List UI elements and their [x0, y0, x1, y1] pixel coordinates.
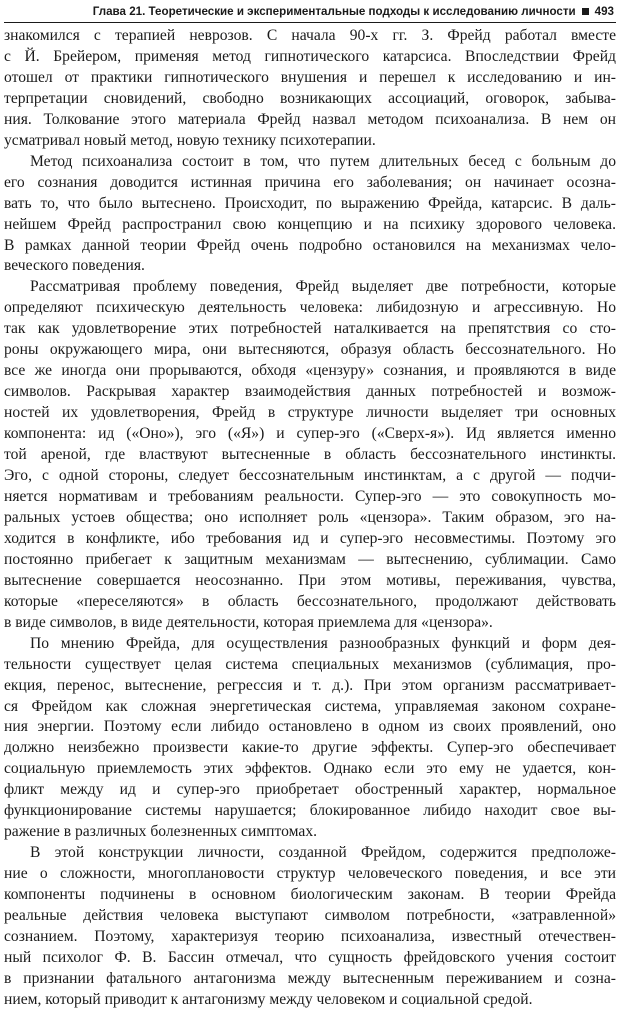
- text-line: ходится в конфликте, ибо требования ид и супер-эго несовместимы. Поэтому эго: [4, 529, 616, 547]
- text-line: так как удовлетворение этих потребностей наталкивается на препятствия со сто-: [4, 320, 616, 338]
- text-line: той ареной, где властвуют вытесненные в область бессознательного инстинкты.: [4, 446, 616, 464]
- text-line: знакомился с терапией неврозов. С начала 90-х гг. З. Фрейд работал вместе: [4, 27, 616, 44]
- text-line: постоянно прибегает к защитным механизмам — вытеснению, сублимации. Само: [4, 550, 616, 568]
- text-line: Рассматривая проблему поведения, Фрейд выделяет две потребности, которые: [30, 278, 616, 296]
- body-text: [4, 26, 616, 1011]
- page-number: 493: [594, 4, 614, 18]
- text-line: в виде символов, в виде деятельности, которая приемлема для «цензора».: [4, 613, 493, 631]
- text-line: ся Фрейдом как сложная энергетическая система, управляемая законом сохране-: [4, 697, 616, 715]
- text-line: ральных устоев общества; оно исполняет роль «цензора». Таким образом, эго на-: [4, 508, 616, 526]
- text-line: ния. Толкование этого материала Фрейд назвал методом психоанализа. В нем он: [4, 110, 616, 128]
- text-line: определяют психическую деятельность человека: либидозную и агрессивную. Но: [4, 299, 616, 317]
- chapter-title: Глава 21. Теоретические и экспериментальные подходы к исследованию личности: [92, 4, 576, 18]
- text-line: нием, который приводит к антагонизму между человеком и социальной средой.: [4, 990, 533, 1008]
- text-line: вытеснение совершается неосознанно. При этом мотивы, переживания, чувства,: [4, 571, 616, 589]
- text-line: терпретации сновидений, свободно возникающих ассоциаций, оговорок, забыва-: [4, 89, 616, 107]
- text-line: компоненты подчинены в основном биологическим законам. В теории Фрейда: [4, 886, 616, 904]
- text-line: Эго, с одной стороны, следует бессознательным инстинктам, а с другой — подчи-: [4, 467, 616, 485]
- text-line: сознанием. Поэтому, характеризуя теорию психоанализа, известный отечествен-: [4, 927, 616, 945]
- text-line: функционирование системы нарушается; блокированное либидо находит свое вы-: [4, 802, 616, 820]
- text-line: символов. Раскрывая характер взаимодействия данных потребностей и возмож-: [4, 383, 616, 401]
- text-line: с Й. Брейером, применяя метод гипнотического катарсиса. Впоследствии Фрейд: [4, 47, 616, 65]
- text-line: В рамках данной теории Фрейд очень подробно остановился на механизмах чело-: [4, 236, 616, 254]
- text-line: ностей их удовлетворения, Фрейд в структуре личности выделяет три основных: [4, 404, 616, 422]
- square-bullet-icon: [582, 8, 589, 15]
- text-line: должно неизбежно произвести какие-то другие эффекты. Супер-эго обеспечивает: [4, 739, 616, 757]
- text-line: ражение в различных болезненных симптомах.: [4, 823, 318, 841]
- text-line: вать то, что было вытеснено. Происходит, по выражению Фрейда, катарсис. В даль-: [4, 194, 616, 212]
- text-line: ный психолог Ф. В. Бассин отмечал, что сущность фрейдовского учения состоит: [4, 948, 616, 966]
- text-line: социальную приемлемость этих эффектов. Однако если это ему не удается, кон-: [4, 760, 616, 778]
- text-line: все же иногда они прорываются, обходя «цензуру» сознания, и проявляются в виде: [4, 362, 616, 380]
- text-line: которые «переселяются» в область бессознательного, продолжают действовать: [4, 592, 616, 610]
- text-line: екция, перенос, вытеснение, регрессия и т. д.). При этом организм рассматривает-: [4, 676, 616, 694]
- text-line: отошел от практики гипнотического внушения и перешел к исследованию и ин-: [4, 68, 616, 86]
- text-line: усматривал новый метод, новую технику психотерапии.: [4, 131, 376, 149]
- text-line: Метод психоанализа состоит в том, что путем длительных бесед с больным до: [30, 152, 616, 170]
- text-line: его сознания доводится истинная причина его заболевания; он начинает осозна-: [4, 173, 616, 191]
- text-line: фликт между ид и супер-эго приобретает обостренный характер, нормальное: [4, 781, 616, 799]
- text-line: в признании фатального антагонизма между вытесненным переживанием и созна-: [4, 969, 616, 987]
- text-line: роны окружающего мира, они вытесняются, образуя область бессознательного. Но: [4, 341, 616, 359]
- text-line: ния энергии. Поэтому если либидо остановлено в одном из своих проявлений, оно: [4, 718, 616, 736]
- text-line: компонента: ид («Оно»), эго («Я») и супер-эго («Сверх-я»). Ид является именно: [4, 425, 616, 443]
- text-line: В этой конструкции личности, созданной Фрейдом, содержится предположе-: [30, 844, 616, 862]
- text-line: веческого поведения.: [4, 257, 145, 275]
- text-line: тельности существует целая система специальных механизмов (сублимация, про-: [4, 655, 616, 673]
- text-line: По мнению Фрейда, для осуществления разнообразных функций и форм дея-: [30, 634, 616, 652]
- running-header: [4, 0, 616, 23]
- text-line: реальные действия человека выступают символом потребности, «затравленной»: [4, 907, 616, 925]
- text-line: ние о сложности, многоплановости структур человеческого поведения, и все эти: [4, 865, 616, 883]
- text-line: нейшем Фрейд распространил свою концепцию и на психику здорового человека.: [4, 215, 616, 233]
- text-line: няется нормативам и требованиям реальности. Супер-эго — это совокупность мо-: [4, 487, 616, 505]
